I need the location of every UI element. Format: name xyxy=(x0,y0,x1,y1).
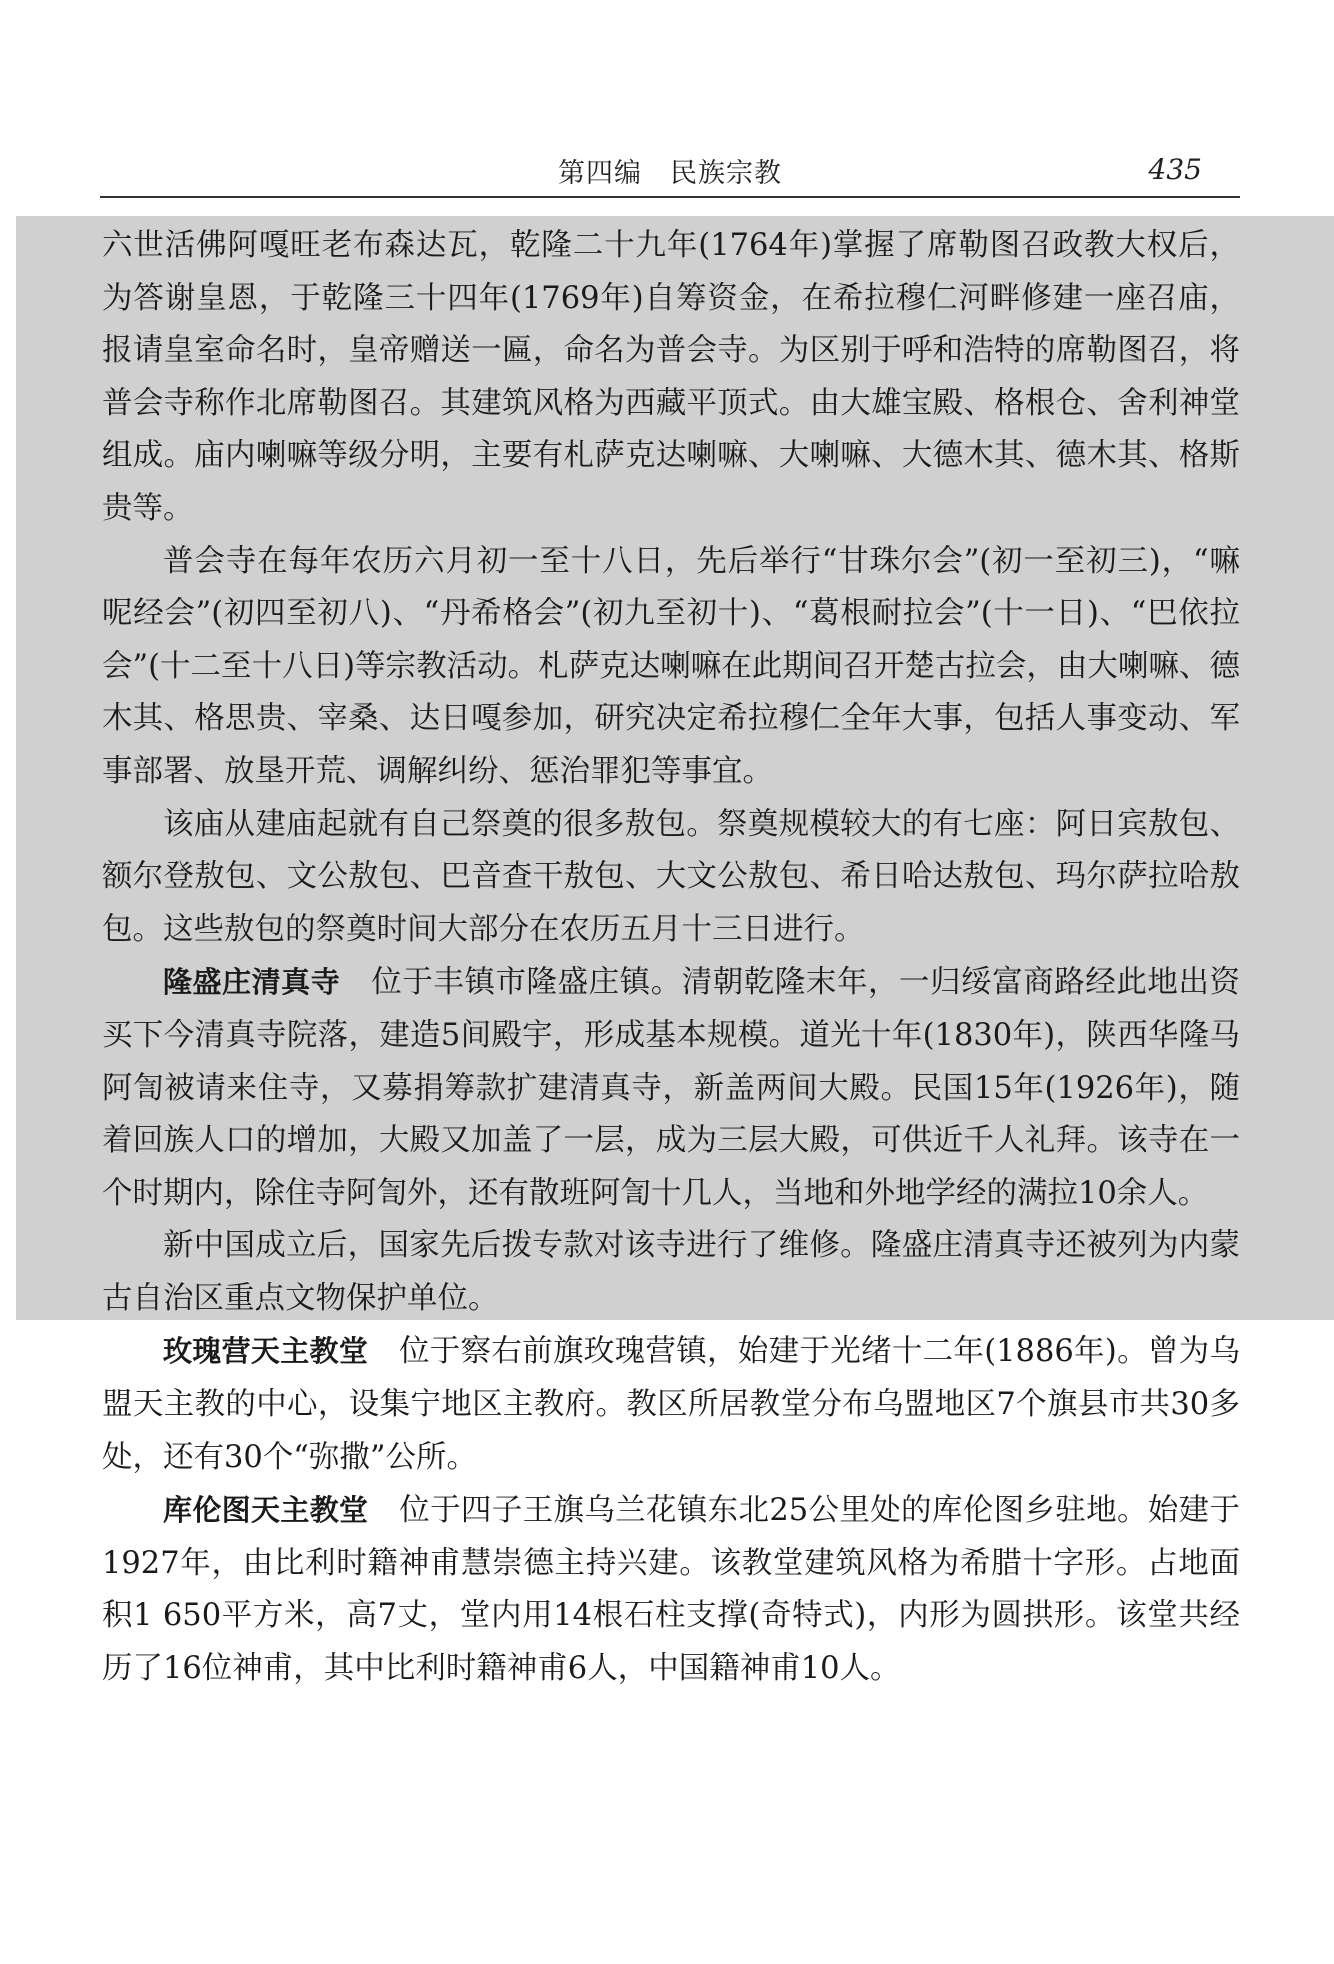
section-term: 库伦图天主教堂 xyxy=(163,1493,369,1528)
paragraph-text: 位于察右前旗玫瑰营镇，始建于光绪十二年(1886年)。曾为乌盟天主教的中心，设集宁地区主教府。教区所居教堂分布乌盟地区7个旗县市共30多处，还有30个“弥撒”公所。 xyxy=(102,1334,1240,1475)
page-header xyxy=(100,145,1240,195)
paragraph xyxy=(102,1325,1240,1484)
paragraph-text: 位于四子王旗乌兰花镇东北25公里处的库伦图乡驻地。始建于1927年，由比利时籍神甫慧崇德主持兴建。该教堂建筑风格为希腊十字形。占地面积1 650平方米，高7丈，堂内用14根石柱支撑(奇特式)，内形为圆拱形。该堂共经历了16位神甫，其中比利时籍神甫6人，中国籍神甫10人。 xyxy=(102,1493,1240,1687)
paragraph xyxy=(102,536,1240,799)
section-term: 隆盛庄清真寺 xyxy=(163,965,341,1000)
page-number: 435 xyxy=(1148,153,1202,186)
paragraph-text: 位于丰镇市隆盛庄镇。清朝乾隆末年，一归绥富商路经此地出资买下今清真寺院落，建造5间殿宇，形成基本规模。道光十年(1830年)，陕西华隆马阿訇被请来住寺，又募捐筹款扩建清真寺，新盖两间大殿。民国15年(1926年)，随着回族人口的增加，大殿又加盖了一层，成为三层大殿，可供近千人礼拜。该寺在一个时期内，除住寺阿訇外，还有散班阿訇十几人，当地和外地学经的满拉10余人。 xyxy=(102,965,1240,1211)
paragraph xyxy=(102,956,1240,1220)
section-term: 玫瑰营天主教堂 xyxy=(163,1334,369,1369)
paragraph xyxy=(102,1220,1240,1325)
paragraph-text: 该庙从建庙起就有自己祭奠的很多敖包。祭奠规模较大的有七座：阿日宾敖包、额尔登敖包、文公敖包、巴音查干敖包、大文公敖包、希日哈达敖包、玛尔萨拉哈敖包。这些敖包的祭奠时间大部分在农历五月十三日进行。 xyxy=(102,806,1240,947)
body-text xyxy=(102,220,1240,1696)
header-rule xyxy=(100,196,1240,198)
paragraph xyxy=(102,220,1240,536)
paragraph-text: 新中国成立后，国家先后拨专款对该寺进行了维修。隆盛庄清真寺还被列为内蒙古自治区重点文物保护单位。 xyxy=(102,1228,1240,1316)
paragraph-text: 六世活佛阿嘎旺老布森达瓦，乾隆二十九年(1764年)掌握了席勒图召政教大权后，为答谢皇恩，于乾隆三十四年(1769年)自筹资金，在希拉穆仁河畔修建一座召庙，报请皇室命名时，皇帝赠送一匾，命名为普会寺。为区别于呼和浩特的席勒图召，将普会寺称作北席勒图召。其建筑风格为西藏平顶式。由大雄宝殿、格根仓、舍利神堂组成。庙内喇嘛等级分明，主要有札萨克达喇嘛、大喇嘛、大德木其、德木其、格斯贵等。 xyxy=(102,228,1240,526)
paragraph xyxy=(102,799,1240,957)
paragraph xyxy=(102,1484,1240,1695)
paragraph-text: 普会寺在每年农历六月初一至十八日，先后举行“甘珠尔会”(初一至初三)，“嘛呢经会”(初四至初八)、“丹希格会”(初九至初十)、“葛根耐拉会”(十一日)、“巴依拉会”(十二至十八日)等宗教活动。札萨克达喇嘛在此期间召开楚古拉会，由大喇嘛、德木其、格思贵、宰桑、达日嘎参加，研究决定希拉穆仁全年大事，包括人事变动、军事部署、放垦开荒、调解纠纷、惩治罪犯等事宜。 xyxy=(102,543,1240,789)
header-title: 第四编 民族宗教 xyxy=(558,158,782,189)
